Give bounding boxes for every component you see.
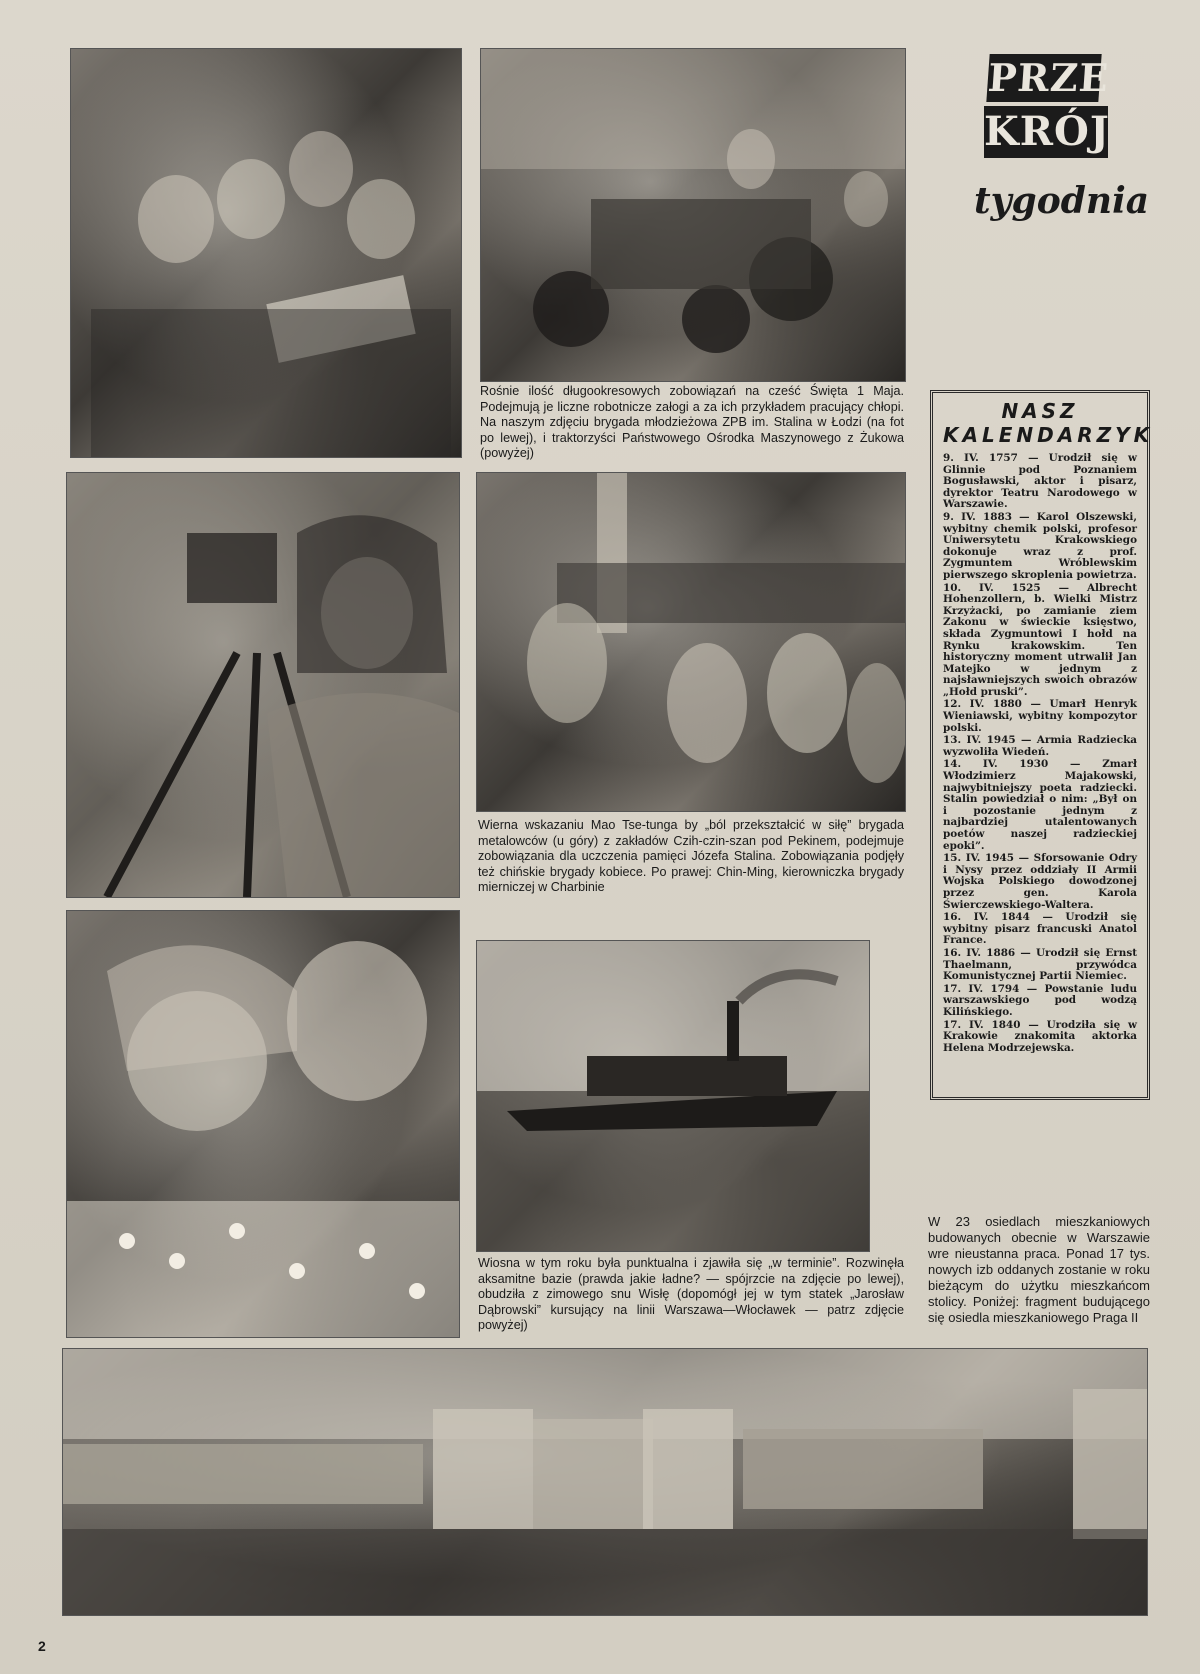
calendar-entry: 14. IV. 1930 — Zmarł Włodzimierz Majakowski, najwybitniejszy poeta radziecki. Stalin powiedział o nim: „Był on i pozostanie jednym z najbardziej utalentowanych poetów naszej radzieckiej epoki”.: [943, 758, 1137, 852]
calendar-entry: 17. IV. 1794 — Powstanie ludu warszawskiego pod wodzą Kilińskiego.: [943, 982, 1137, 1018]
calendar-title: [943, 399, 1154, 447]
photo-textile-workers-figures: [71, 49, 461, 457]
page-number: 2: [38, 1638, 46, 1654]
calendar-entry: 13. IV. 1945 — Armia Radziecka wyzwoliła Wiedeń.: [943, 734, 1137, 758]
calendar-entry: 12. IV. 1880 — Umarł Henryk Wieniawski, wybitny kompozytor polski.: [943, 698, 1137, 734]
photo-textile-workers: [70, 48, 462, 458]
calendar-title-line1: NASZ: [1001, 399, 1079, 423]
calendar-entry: 9. IV. 1883 — Karol Olszewski, wybitny chemik polski, profesor Uniwersytetu Krakowskiego dokonuje wraz z prof. Zygmuntem Wróblewskim pierwszego skroplenia powietrza.: [943, 510, 1137, 581]
photo-girls-catkins-figures: [67, 911, 459, 1337]
calendar-entry: 16. IV. 1886 — Urodził się Ernst Thaelmann, przywódca Komunistycznej Partii Niemiec.: [943, 946, 1137, 983]
caption-spring: Wiosna w tym roku była punktualna i zjawiła się „w terminie”. Rozwinęła aksamitne bazie (prawda jakie ładne? — spójrzcie na zdjęcie po lewej), obudziła z zimowego snu Wisłę (dopomógł jej w tym statek „Jarosław Dąbrowski” kursujący na linii Warszawa—Włocławek — patrz zdjęcie powyżej): [478, 1256, 904, 1333]
calendar-entry: 10. IV. 1525 — Albrecht Hohenzollern, b. Wielki Mistrz Krzyżacki, po zamianie ziem Zakonu w świeckie księstwo, składa Zygmuntowi I hołd na Rynku krakowskim. Ten historyczny moment utrwalił Jan Matejko w jednym z najsławniejszych swoich obrazów „Hołd pruski”.: [943, 581, 1137, 698]
logo-line1: PRZE: [986, 55, 1111, 100]
logo-subtitle: tygodnia: [974, 180, 1150, 222]
magazine-logo: [984, 54, 1112, 164]
photo-surveyor: [66, 472, 460, 898]
photo-warsaw-housing-estate: [62, 1348, 1148, 1616]
photo-metalworkers-figures: [477, 473, 905, 811]
calendar-entry: 9. IV. 1757 — Urodził się w Glinnie pod Poznaniem Bogusławski, aktor i pisarz, dyrektor Teatru Narodowego w Warszawie.: [943, 452, 1137, 511]
photo-warsaw-housing-estate-figures: [63, 1349, 1147, 1615]
calendar-entry: 17. IV. 1840 — Urodziła się w Krakowie znakomita aktorka Helena Modrzejewska.: [943, 1018, 1137, 1054]
calendar-entry: 16. IV. 1844 — Urodził się wybitny pisarz francuski Anatol France.: [943, 911, 1137, 947]
photo-tractor-drivers-figures: [481, 49, 905, 381]
photo-river-steamboat: [476, 940, 870, 1252]
logo-line2: KRÓJ: [984, 106, 1108, 158]
caption-china: Wierna wskazaniu Mao Tse-tunga by „ból przekształcić w siłę” brygada metalowców (u góry) z zakładów Czih-czin-szan pod Pekinem, podejmuje zobowiązania dla uczczenia pamięci Józefa Stalina. Zobowiązania podjęły też chińskie brygady kobiece. Po prawej: Chin-Ming, kierowniczka brygady mierniczej w Charbinie: [478, 818, 904, 895]
calendar-entry: 15. IV. 1945 — Sforsowanie Odry i Nysy przez oddziały II Armii Wojska Polskiego dowodzonej przez gen. Karola Świerczewskiego-Waltera.: [943, 852, 1137, 911]
photo-tractor-drivers: [480, 48, 906, 382]
calendar-title-line2: KALENDARZYK: [943, 423, 1154, 447]
calendar-box: [930, 390, 1154, 1100]
photo-metalworkers: [476, 472, 906, 812]
photo-river-steamboat-figures: [477, 941, 869, 1251]
caption-warsaw: W 23 osiedlach mieszkaniowych budowanych obecnie w Warszawie wre nieustanna praca. Ponad 17 tys. nowych izb oddanych zostanie w roku bieżącym do użytku mieszkańcom stolicy. Poniżej: fragment budującego się osiedla mieszkaniowego Praga II: [928, 1214, 1150, 1325]
photo-girls-catkins: [66, 910, 460, 1338]
caption-pledges: Rośnie ilość długookresowych zobowiązań na cześć Święta 1 Maja. Podejmują je liczne robotnicze załogi a za ich przykładem pracujący chłopi. Na naszym zdjęciu brygada młodzieżowa ZPB im. Stalina w Łodzi (na fot po lewej), i traktorzyści Państwowego Ośrodka Maszynowego z Żukowa (powyżej): [480, 384, 904, 461]
calendar-entries: [943, 453, 1137, 1054]
photo-surveyor-figures: [67, 473, 459, 897]
